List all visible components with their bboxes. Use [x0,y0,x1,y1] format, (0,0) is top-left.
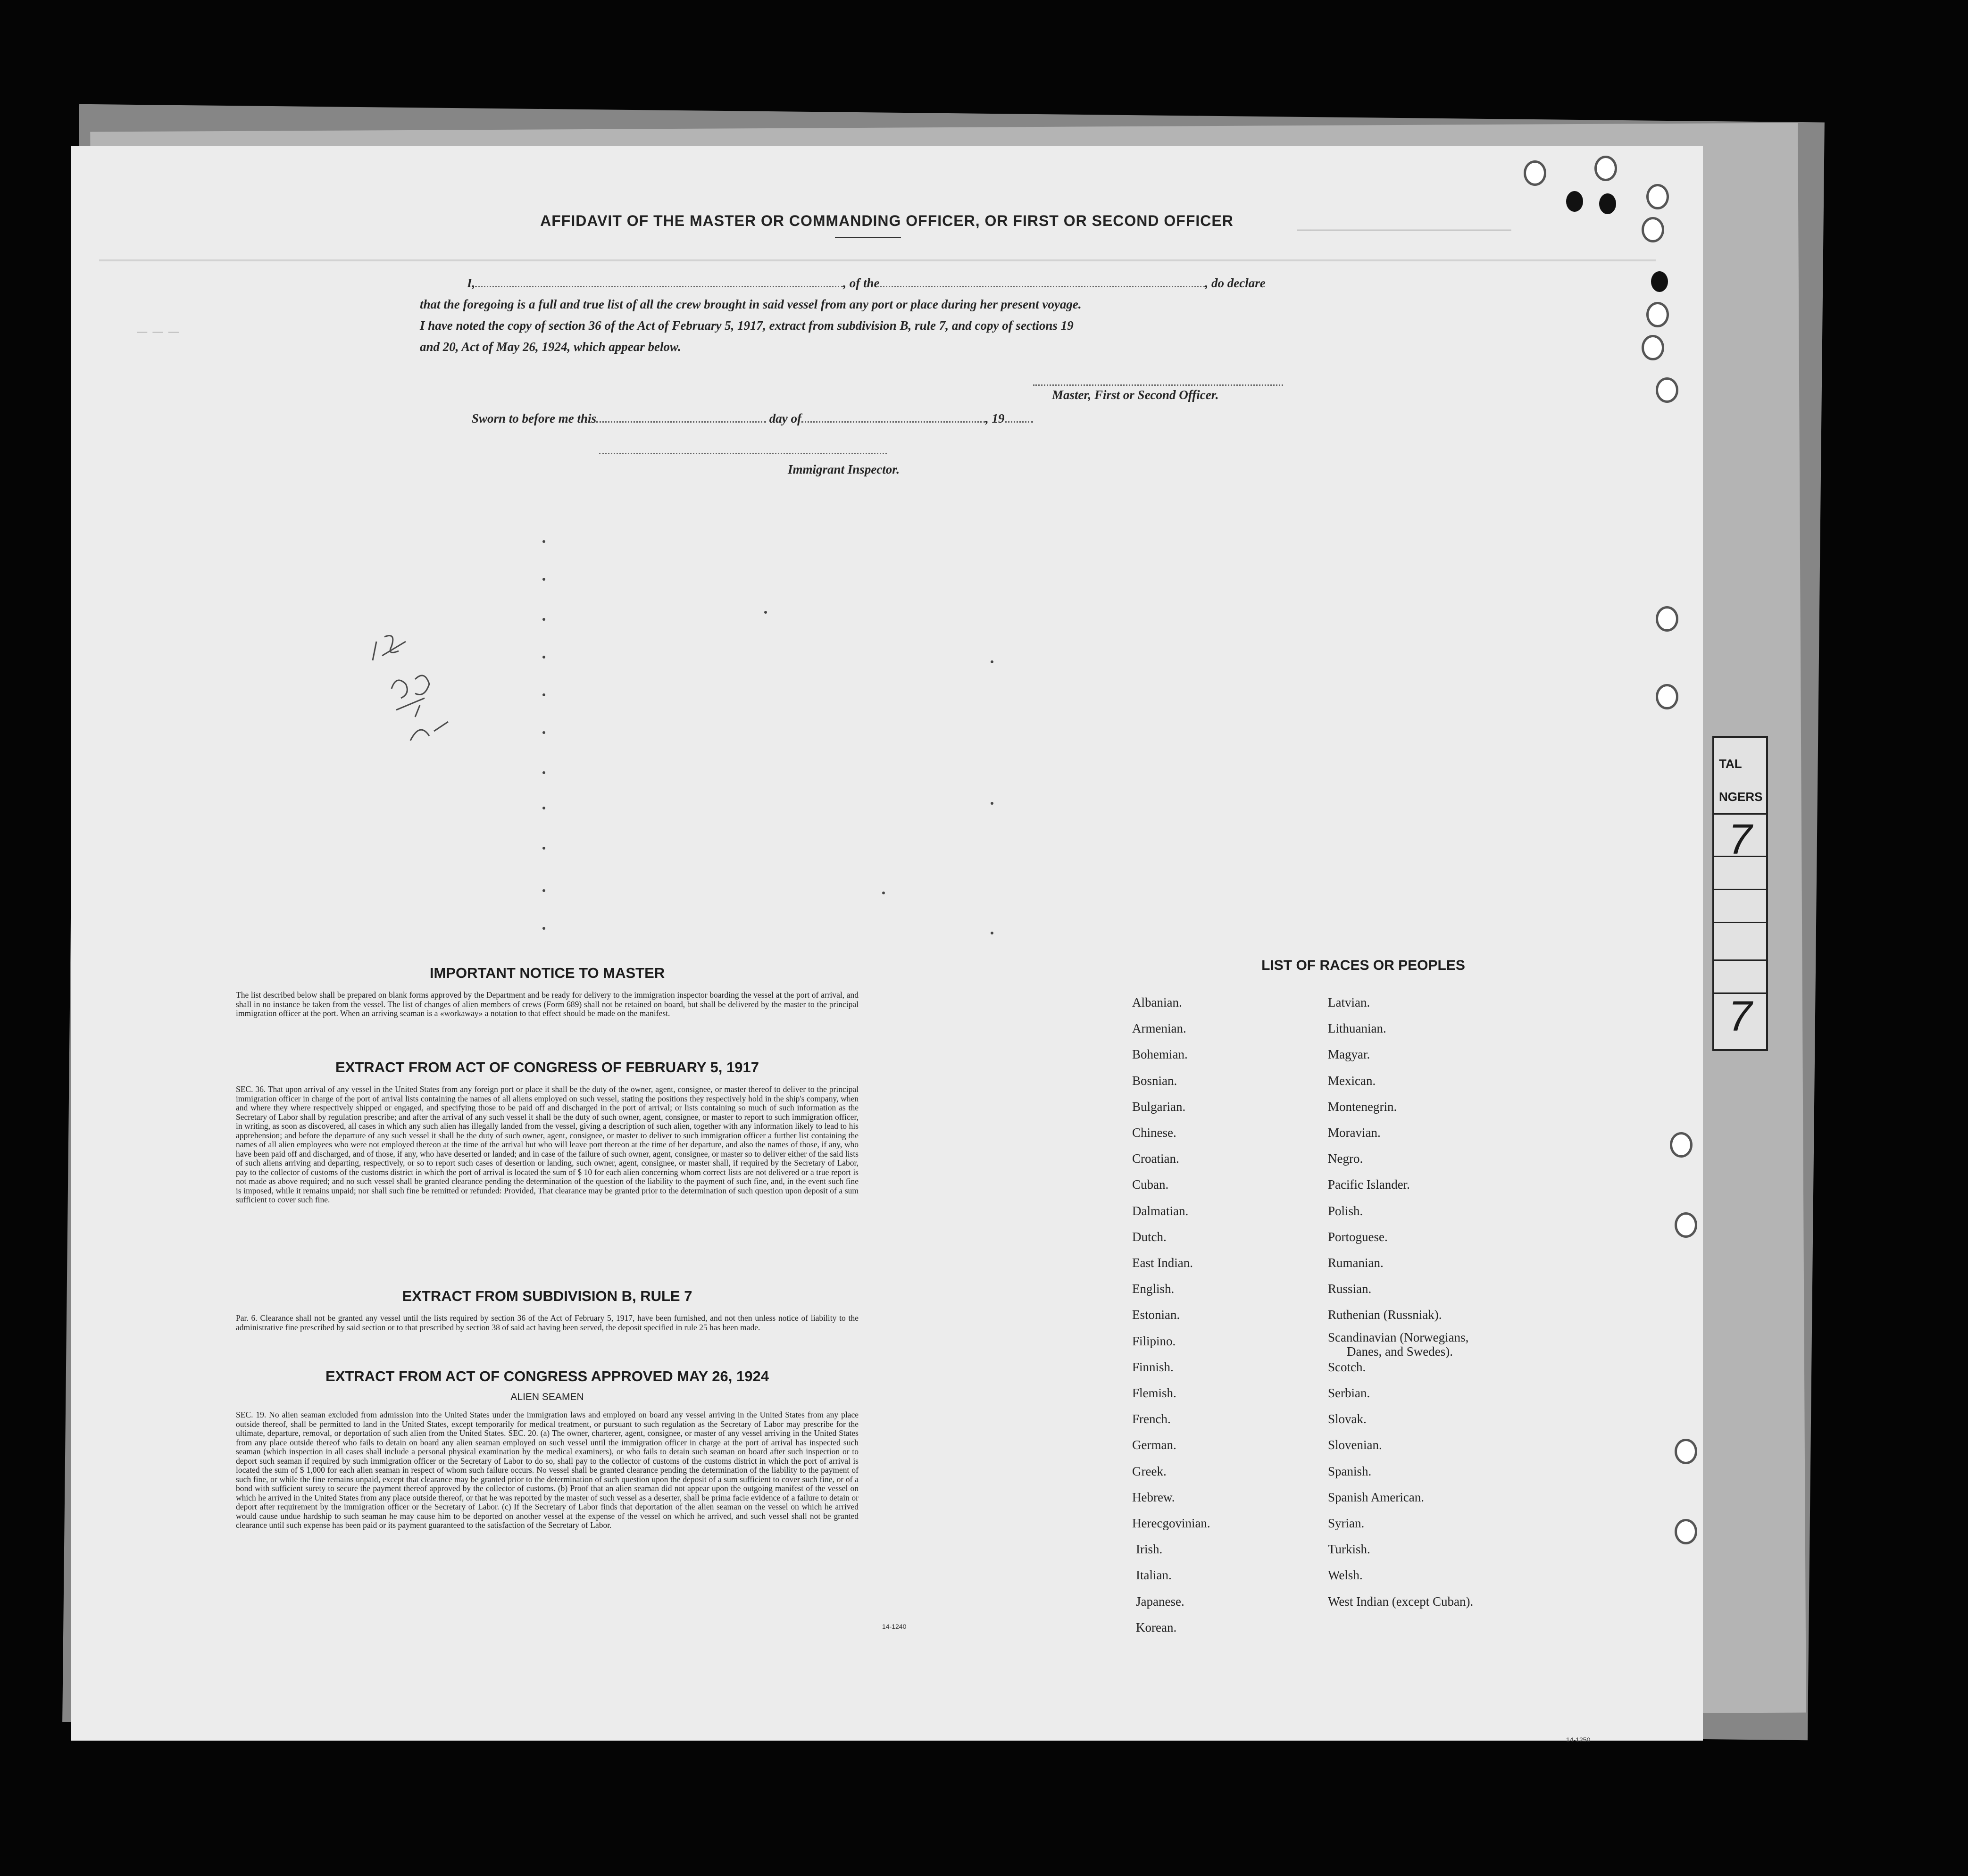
sheet-form-number: 14-1250 [1566,1736,1591,1743]
race-item: Syrian. [1328,1516,1365,1530]
race-item: Polish. [1328,1203,1363,1218]
side-card-header: TAL [1719,757,1742,771]
race-item: Spanish American. [1328,1490,1424,1504]
sworn-year-blank [1005,421,1033,423]
declare-text: , do declare [1205,276,1266,290]
ink-tick [542,578,545,581]
ink-tick [542,771,545,774]
punch-hole [1656,606,1678,632]
name-blank [475,286,843,287]
race-item: Albanian. [1132,995,1182,1009]
ink-tick [542,618,545,621]
race-item: Turkish. [1328,1542,1370,1557]
sworn-line [472,411,1033,426]
ink-tick [542,847,545,850]
sworn-text: Sworn to before me this [472,411,597,425]
race-item: Croatian. [1132,1151,1179,1166]
alien-seamen-subtitle: ALIEN SEAMEN [510,1392,584,1402]
race-item: Filipino. [1132,1334,1176,1348]
ink-tick [542,927,545,930]
punch-hole [1675,1212,1697,1238]
race-item: Portoguese. [1328,1229,1388,1244]
vessel-blank [880,286,1205,287]
race-item: Magyar. [1328,1047,1370,1062]
race-item: Irish. [1136,1542,1163,1557]
race-item: Dalmatian. [1132,1203,1189,1218]
side-tally-card [1712,736,1768,1051]
race-item: West Indian (except Cuban). [1328,1594,1474,1609]
race-item: English. [1132,1282,1175,1296]
extract-rule7-text: Par. 6. Clearance shall not be granted any vessel until the lists required by section 36 of the Act of February 5, 1917, have been furnished, and not then unless notice of liability to the administrative fine prescribed by said section or to that prescribed by section 38 of said act having been served, the deposit specified in rule 25 has been made. [236,1313,859,1332]
race-item: Montenegrin. [1328,1099,1397,1114]
punch-hole [1594,156,1617,181]
day-of-text: day of [769,411,802,425]
side-card-mark-2: 7 [1728,993,1752,1040]
title-underline [835,237,901,238]
declarant-line [467,276,1266,291]
punch-hole [1524,160,1546,186]
race-item: Moravian. [1328,1126,1381,1140]
punch-hole [1675,1439,1697,1464]
handwritten-pencil-note [363,627,458,759]
affidavit-title: AFFIDAVIT OF THE MASTER OR COMMANDING OFFICER, OR FIRST OR SECOND OFFICER [540,212,1234,229]
ink-tick [991,660,993,663]
race-item: Rumanian. [1328,1256,1384,1270]
race-item: Chinese. [1132,1126,1176,1140]
ink-tick [542,656,545,659]
bleed-through-line [99,259,1656,261]
race-item: Ruthenian (Russniak). [1328,1308,1442,1322]
side-card-mark: 7 [1728,816,1752,863]
punch-hole [1670,1132,1693,1158]
inspector-label: Immigrant Inspector. [788,462,900,476]
race-item: Scandinavian (Norwegians, [1328,1330,1469,1344]
race-item: Pacific Islander. [1328,1177,1410,1192]
side-card-header-2: NGERS [1719,790,1763,804]
sworn-day-blank [596,421,766,423]
extract-1917-text: SEC. 36. That upon arrival of any vessel in the United States from any foreign port or place it shall be the duty of the owner, agent, consignee, or master thereof to deliver to the principal immigration officer in charge of the port of arrival lists containing the names of all aliens employed on such vessel, stating the positions they respectively hold in the ship's company, when and where they where respectively shipped or engaged, and specifying those to be paid off and discharged in the port of arrival; or lists containing so much of such information as the Secretary of Labor shall by regulation prescribe; and after the arrival of any such vessel it shall be the duty of such owner, agent, consignee, or master to report to such immigration officer, in writing, as soon as discovered, all cases in which any such alien has illegally landed from the vessel, giving a description of such alien, together with any information likely to lead to his apprehension; and before the departure of any such vessel it shall be the duty of such owner, agent, consignee, or master to deliver to such immigration officer a further list containing the names of all alien employees who were not employed thereon at the time of the arrival but who will leave port thereon at the time of her departure, and also the names of those, if any, who have been paid off and discharged, and of those, if any, who have deserted or landed; and in case of the failure of such owner, agent, consignee, or master so to deliver either of the said lists of such aliens arriving and departing, respectively, or so to report such cases of desertion or landing, such owner, agent, consignee, or master shall, if required by the Secretary of Labor, pay to the collector of customs of the customs district in which the port of arrival is located the sum of $ 10 for each alien concerning whom correct lists are not delivered or a true report is not made as above required; and no such vessel shall be granted clearance pending the determination of the question of the liability to the payment of such fine, and, in the event such fine is imposed, while it remains unpaid; nor shall such fine be remitted or refunded: Provided, That clearance may be granted prior to the determination of such question upon deposit of a sum sufficient to cover such fine. [236,1084,859,1204]
punch-hole [1642,335,1664,360]
race-item: Danes, and Swedes). [1347,1344,1453,1359]
punch-hole [1646,302,1669,327]
inspector-signature-line [599,453,887,454]
race-item: Korean. [1136,1620,1177,1634]
race-item: Dutch. [1132,1229,1167,1244]
extract-1924-title: EXTRACT FROM ACT OF CONGRESS APPROVED MAY 26, 1924 [325,1368,769,1384]
punch-hole [1675,1519,1697,1544]
ink-tick [882,892,885,894]
race-item: Japanese. [1136,1594,1184,1609]
ink-tick [542,889,545,892]
punch-hole [1566,191,1583,212]
punch-hole [1599,193,1616,214]
ink-tick [542,807,545,809]
of-the-text: , of the [843,276,880,290]
affidavit-line-2: that the foregoing is a full and true list of all the crew brought in said vessel from any port or place during her present voyage. [420,297,1082,311]
race-item: French. [1132,1412,1171,1426]
notice-text: The list described below shall be prepared on blank forms approved by the Department and be ready for delivery to the immigration inspector boarding the vessel at the port of arrival, and shall in no instance be taken from the vessel. The list of changes of alien members of crews (Form 689) shall not be retained on board, but shall be delivered by the master to the principal immigration officer at the port. When an arriving seaman is a «workaway» a notation to that effect should be made on the manifest. [236,990,859,1018]
extract-1917-title: EXTRACT FROM ACT OF CONGRESS OF FEBRUARY 5, 1917 [335,1059,759,1076]
ink-tick [764,611,767,614]
race-item: East Indian. [1132,1256,1193,1270]
declarant-i: I, [467,276,475,290]
affidavit-sheet [71,146,1703,1741]
extract-1924-text: SEC. 19. No alien seaman excluded from admission into the United States under the immigration laws and employed on board any vessel arriving in the United States from any place outside thereof, shall be permitted to land in the United States, except temporarily for medical treatment, or pursuant to such regulation as the Secretary of Labor may prescribe for the ultimate, departure, removal, or deportation of such alien from the United States. SEC. 20. (a) The owner, charterer, agent, consignee, or master of any vessel arriving in the United States from any place outside thereof who fails to detain on board any alien seaman employed on such vessel until the immigration officer in charge at the port of arrival has inspected such seaman (which inspection in all cases shall include a personal physical examination by the medical examiners), or who fails to detain such seaman on board after such inspection or to deport such seaman if required by such immigration officer or the Secretary of Labor to do so, shall pay to the collector of customs of the customs district in which the port of arrival is located the sum of $ 1,000 for each alien seaman in respect of whom such failure occurs. No vessel shall be granted clearance pending the determination of the liability to the payment of such fine, or while the fine remains unpaid, except that clearance may be granted prior to the determination of such question upon the deposit of a sum sufficient to cover such fine, or of a bond with sufficient surety to secure the payment thereof approved by the collector of customs. (b) Proof that an alien seaman did not appear upon the outgoing manifest of the vessel on which he arrived in the United States from any place outside thereof, or that he was reported by the master of such vessel as a deserter, shall be prima facie evidence of a failure to detain or deport after requirement by the immigration officer or the Secretary of Labor. (c) If the Secretary of Labor finds that deportation of the alien seaman on the vessel on which he arrived would cause undue hardship to such seaman he may cause him to be deported on another vessel at the expense of the vessel on which he arrived, and such vessel shall not be granted clearance until such expense has been paid or its payment guaranteed to the satisfaction of the Secretary of Labor. [236,1410,859,1530]
punch-hole [1646,184,1669,209]
race-item: Bosnian. [1132,1073,1177,1088]
race-item: Hebrew. [1132,1490,1175,1504]
extract-rule7-title: EXTRACT FROM SUBDIVISION B, RULE 7 [402,1288,692,1304]
punch-hole [1656,684,1678,709]
race-item: Finnish. [1132,1359,1174,1374]
ink-tick [542,693,545,696]
race-item: Mexican. [1328,1073,1376,1088]
race-item: Serbian. [1328,1386,1370,1400]
affidavit-line-3: I have noted the copy of section 36 of the Act of February 5, 1917, extract from subdivision B, rule 7, and copy of sections 19 [420,318,1074,333]
race-item: German. [1132,1438,1176,1452]
ink-tick [542,540,545,543]
race-item: Negro. [1328,1151,1363,1166]
ink-tick [542,731,545,734]
section-form-number: 14-1240 [882,1623,907,1630]
race-item: Herecgovinian. [1132,1516,1210,1530]
notice-title: IMPORTANT NOTICE TO MASTER [429,965,665,981]
ink-tick [991,932,993,934]
punch-hole [1651,271,1668,292]
race-item: Bulgarian. [1132,1099,1186,1114]
bleed-through-number: – – – [137,321,179,342]
year-prefix: , 19 [985,411,1005,425]
master-signature-label: Master, First or Second Officer. [1052,388,1219,402]
race-item: Lithuanian. [1328,1021,1386,1036]
race-item: Spanish. [1328,1464,1372,1478]
race-item: Italian. [1136,1568,1172,1583]
race-item: Scotch. [1328,1359,1366,1374]
race-item: Cuban. [1132,1177,1169,1192]
race-item: Greek. [1132,1464,1167,1478]
affidavit-line-4: and 20, Act of May 26, 1924, which appear below. [420,340,681,354]
sworn-month-blank [801,421,985,423]
race-item: Armenian. [1132,1021,1186,1036]
race-item: Latvian. [1328,995,1370,1009]
bleed-through-heading: ──────────────── [1297,219,1511,240]
race-item: Slovenian. [1328,1438,1382,1452]
race-item: Bohemian. [1132,1047,1188,1062]
race-item: Flemish. [1132,1386,1176,1400]
race-item: Welsh. [1328,1568,1363,1583]
race-item: Estonian. [1132,1308,1180,1322]
race-item: Russian. [1328,1282,1372,1296]
race-item: Slovak. [1328,1412,1367,1426]
ink-tick [991,802,993,805]
punch-hole [1656,377,1678,403]
races-title: LIST OF RACES OR PEOPLES [1261,958,1465,973]
master-signature-line [1033,384,1283,386]
